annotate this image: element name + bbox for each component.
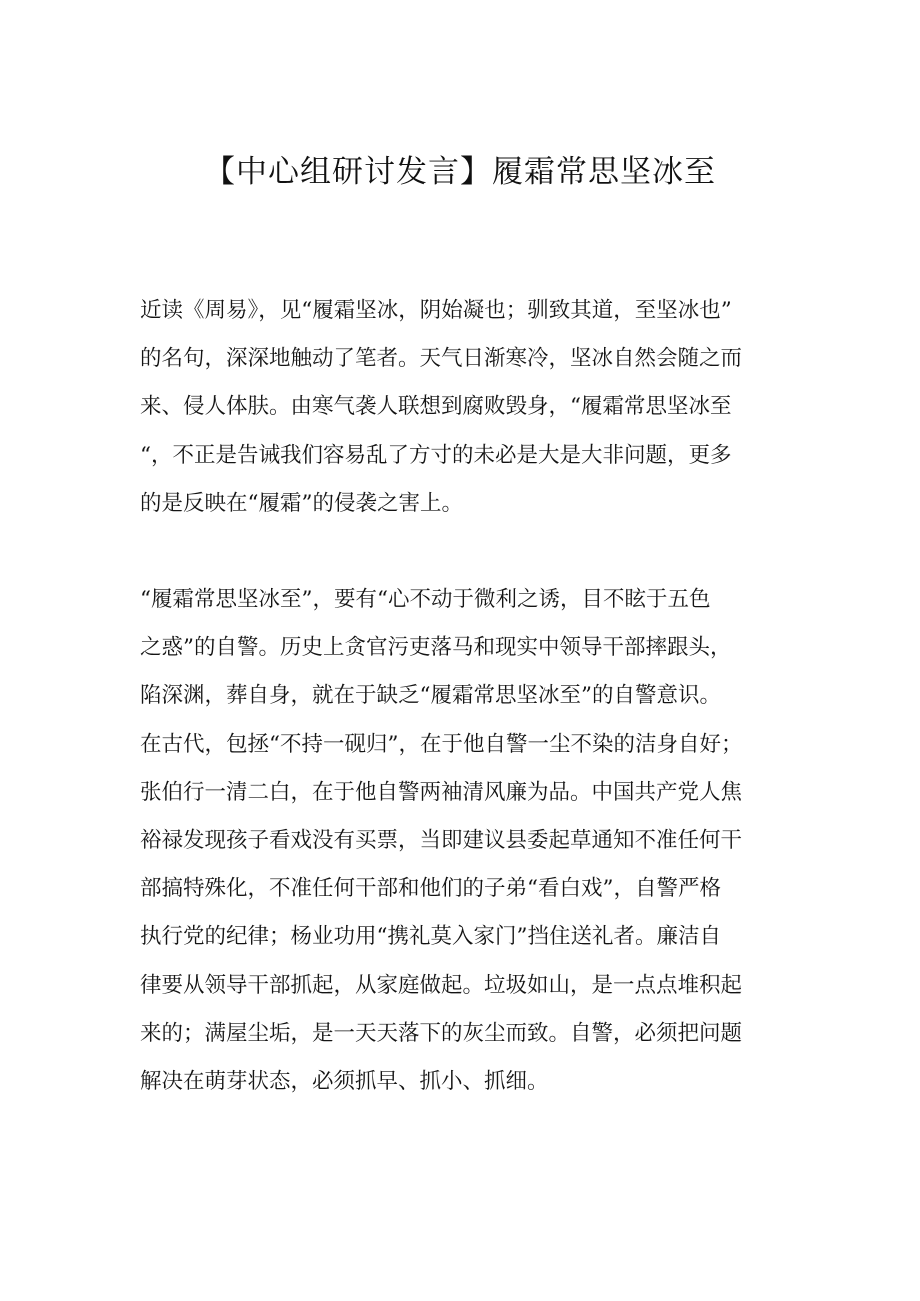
paragraph-line: 部搞特殊化，不准任何干部和他们的子弟“看白戏”，自警严格 [140,876,721,902]
paragraph-line: 执行党的纪律；杨业功用“携礼莫入家门”挡住送礼者。廉洁自 [140,924,721,950]
paragraph-2 [140,576,782,1106]
paragraph-line: 之惑”的自警。历史上贪官污吏落马和现实中领导干部摔跟头， [140,635,732,661]
paragraph-line: 解决在萌芽状态，必须抓早、抓小、抓细。 [140,1068,549,1094]
paragraph-line: 张伯行一清二白，在于他自警两袖清风廉为品。中国共产党人焦 [140,779,743,805]
paragraph-line: 近读《周易》，见“履霜坚冰，阴始凝也；驯致其道，至坚冰也” [140,298,732,323]
paragraph-line: 来的；满屋尘垢，是一天天落下的灰尘而致。自警，必须把问题 [140,1020,743,1046]
paragraph-line: “，不正是告诫我们容易乱了方寸的未必是大是大非问题，更多 [140,442,732,468]
paragraph-line: 律要从领导干部抓起，从家庭做起。垃圾如山，是一点点堆积起 [140,972,743,998]
paragraph-1 [140,287,782,528]
document-title: 【中心组研讨发言】履霜常思坚冰至 [204,154,716,190]
paragraph-line: 的名句，深深地触动了笔者。天气日渐寒冷，坚冰自然会随之而 [140,346,743,372]
paragraph-line: 来、侵人体肤。由寒气袭人联想到腐败毁身，“履霜常思坚冰至 [140,394,732,420]
paragraph-line: 陷深渊，葬自身，就在于缺乏“履霜常思坚冰至”的自警意识。 [140,683,721,709]
paragraph-line: 的是反映在“履霜”的侵袭之害上。 [140,490,463,516]
paragraph-line: 裕禄发现孩子看戏没有买票，当即建议县委起草通知不准任何干 [140,827,743,853]
paragraph-line: 在古代，包拯“不持一砚归”，在于他自警一尘不染的洁身自好； [140,731,743,757]
paragraph-line: “履霜常思坚冰至”，要有“心不动于微利之诱，目不眩于五色 [140,587,711,612]
